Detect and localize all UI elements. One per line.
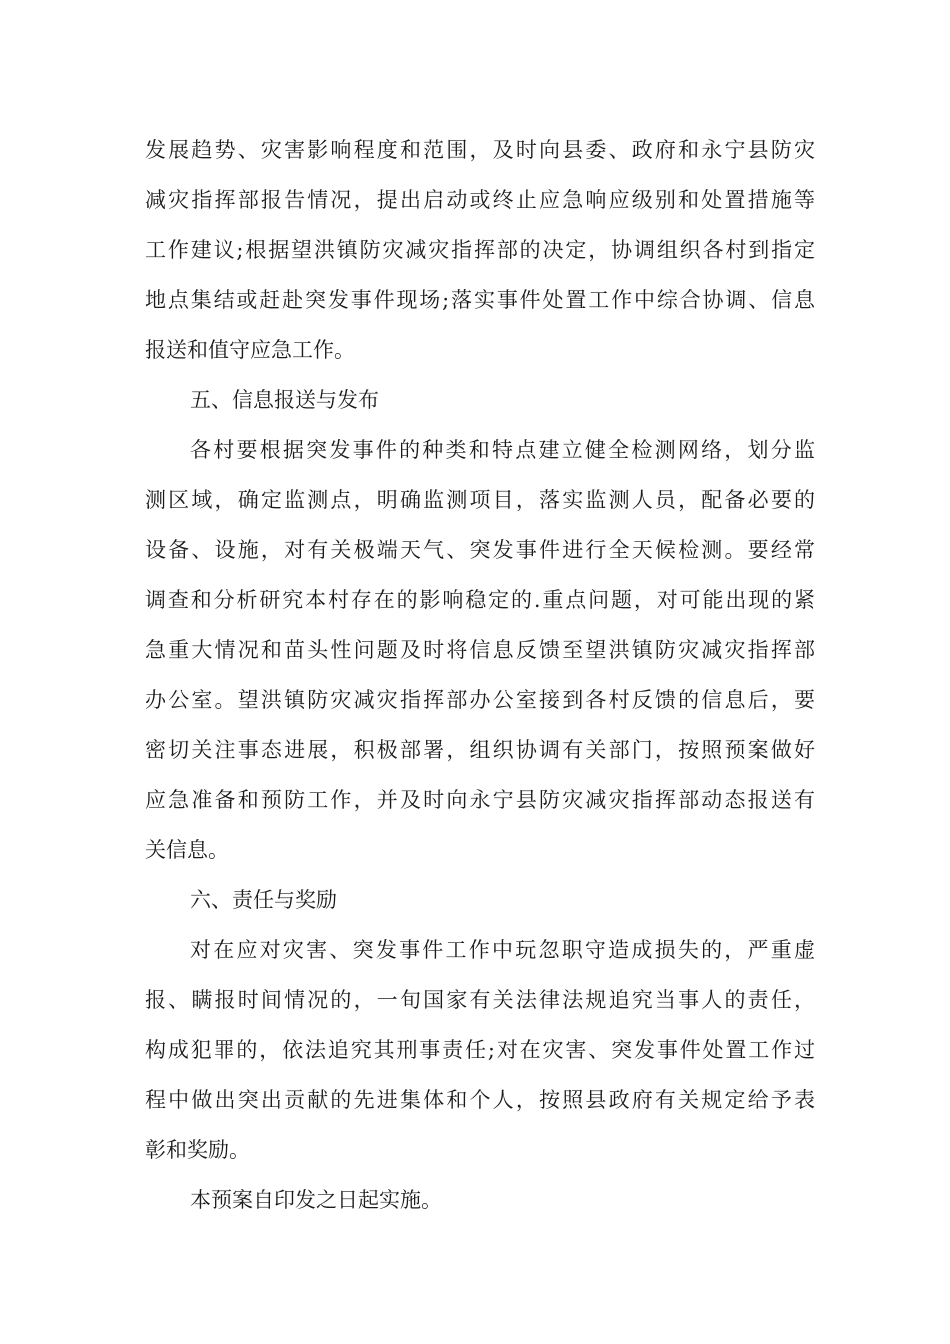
text-line: 密切关注事态进展，积极部署，组织协调有关部门，按照预案做好 bbox=[145, 738, 815, 762]
text-line: 报、瞒报时间情况的，一旬国家有关法律法规追究当事人的责任， bbox=[145, 988, 815, 1012]
text-line: 彰和奖励。 bbox=[145, 1138, 250, 1162]
text-line: 急重大情况和苗头性问题及时将信息反馈至望洪镇防灾减灾指挥部 bbox=[145, 638, 815, 662]
text-line: 调查和分析研究本村存在的影响稳定的.重点问题，对可能出现的紧 bbox=[145, 588, 815, 612]
section-heading: 六、责任与奖励 bbox=[190, 888, 337, 912]
text-line: 程中做出突出贡献的先进集体和个人，按照县政府有关规定给予表 bbox=[145, 1088, 815, 1112]
text-line: 关信息。 bbox=[145, 838, 229, 862]
text-line: 减灾指挥部报告情况，提出启动或终止应急响应级别和处置措施等 bbox=[145, 188, 815, 212]
text-line: 测区域，确定监测点，明确监测项目，落实监测人员，配备必要的 bbox=[145, 488, 815, 512]
text-line: 发展趋势、灾害影响程度和范围，及时向县委、政府和永宁县防灾 bbox=[145, 138, 815, 162]
section-heading: 五、信息报送与发布 bbox=[190, 388, 379, 412]
text-line: 办公室。望洪镇防灾减灾指挥部办公室接到各村反馈的信息后，要 bbox=[145, 688, 815, 712]
text-line: 对在应对灾害、突发事件工作中玩忽职守造成损失的，严重虚 bbox=[190, 938, 815, 962]
text-line: 应急准备和预防工作，并及时向永宁县防灾减灾指挥部动态报送有 bbox=[145, 788, 815, 812]
text-line: 设备、设施，对有关极端天气、突发事件进行全天候检测。要经常 bbox=[145, 538, 815, 562]
text-line: 各村要根据突发事件的种类和特点建立健全检测网络，划分监 bbox=[190, 438, 815, 462]
text-line: 工作建议;根据望洪镇防灾减灾指挥部的决定，协调组织各村到指定 bbox=[145, 238, 815, 262]
text-line: 地点集结或赶赴突发事件现场;落实事件处置工作中综合协调、信息 bbox=[145, 288, 815, 312]
text-line: 报送和值守应急工作。 bbox=[145, 338, 355, 362]
closing-statement: 本预案自印发之日起实施。 bbox=[190, 1188, 442, 1212]
text-line: 构成犯罪的，依法追究其刑事责任;对在灾害、突发事件处置工作过 bbox=[145, 1038, 815, 1062]
